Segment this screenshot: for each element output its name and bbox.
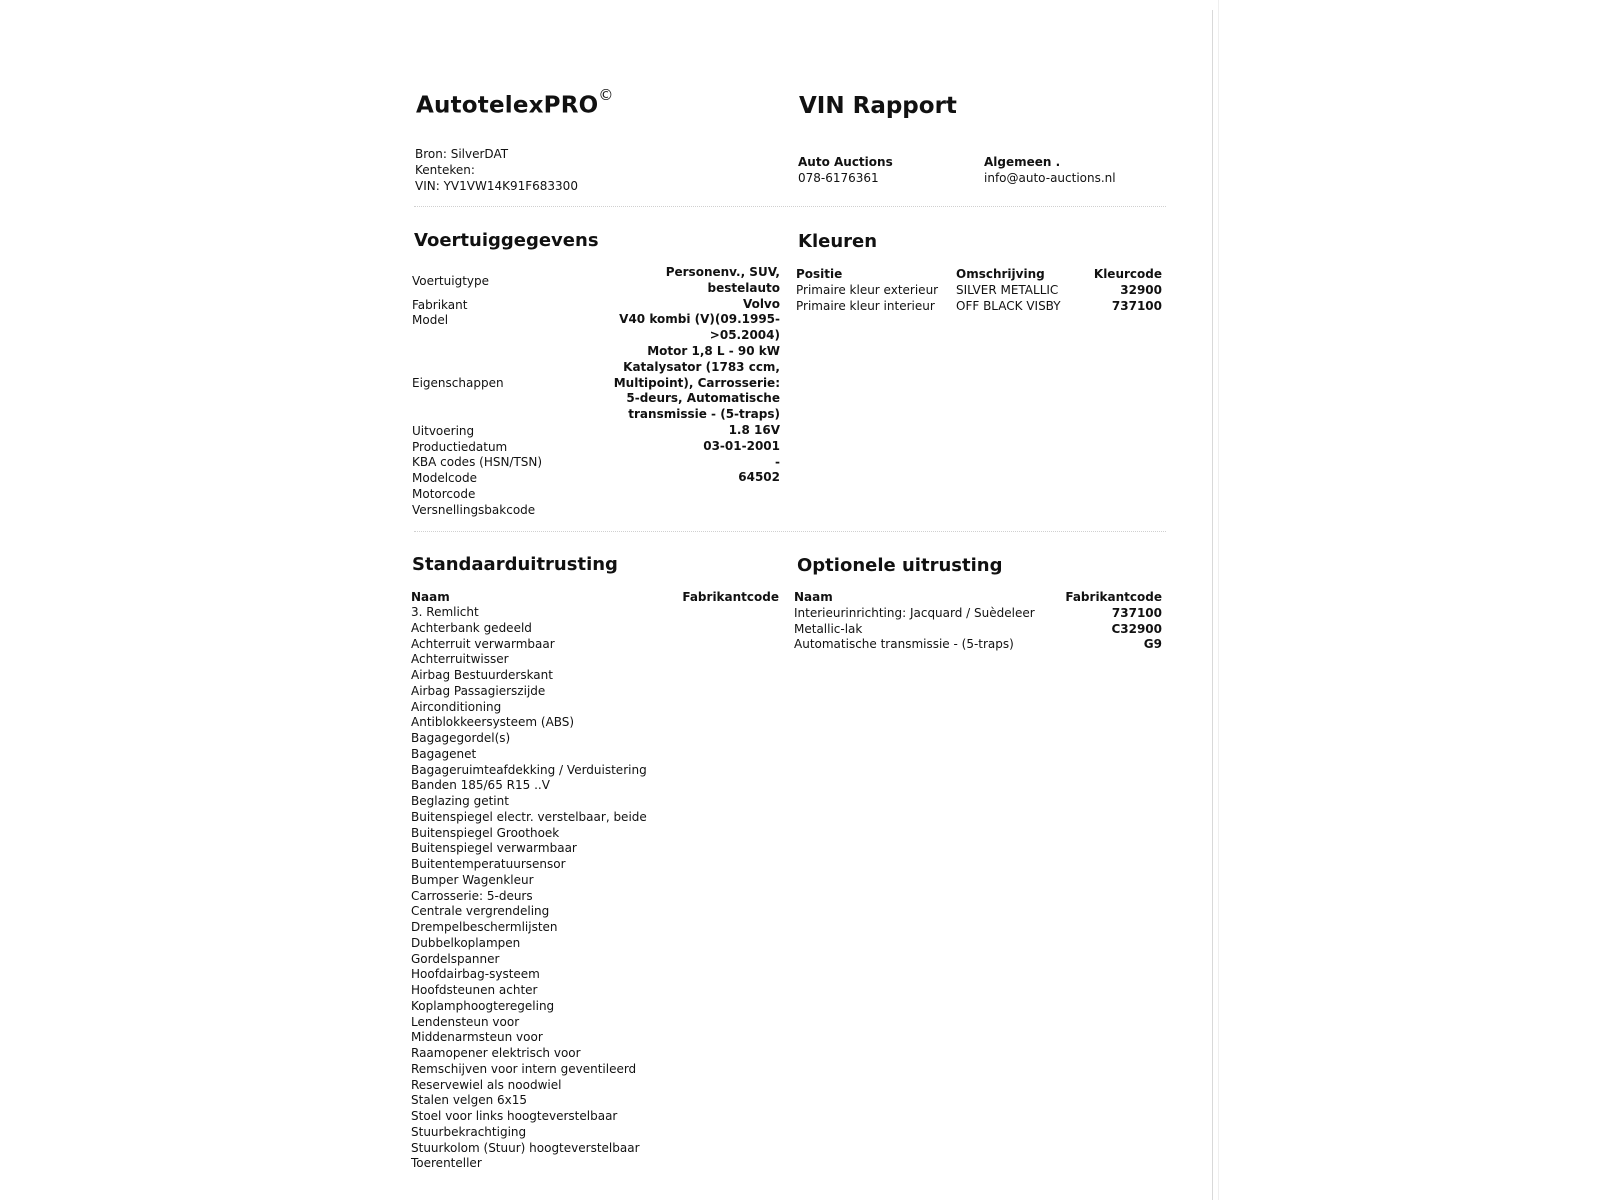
vehicle-row-label: Fabrikant	[412, 297, 468, 312]
vehicle-row	[412, 455, 780, 471]
optional-item-code: G9	[1143, 637, 1162, 652]
vehicle-row-value: 1.8 16V	[728, 422, 780, 437]
standard-item: Lendensteun voor	[411, 1014, 520, 1029]
color-position: Primaire kleur exterieur	[796, 283, 939, 297]
optional-item-code: 737100	[1111, 605, 1162, 620]
optional-item-name: Automatische transmissie - (5-traps)	[794, 637, 1014, 652]
standard-item: Beglazing getint	[411, 794, 509, 808]
vehicle-row-value: 03-01-2001	[703, 438, 780, 453]
color-description: SILVER METALLIC	[956, 283, 1059, 297]
standard-item: Drempelbeschermlijsten	[411, 920, 558, 934]
vehicle-row	[412, 265, 780, 297]
colors-section-title: Kleuren	[798, 231, 878, 252]
standard-item: Stuurbekrachtiging	[411, 1124, 527, 1139]
vehicle-table	[412, 265, 780, 518]
standard-item: Bagagenet	[411, 746, 477, 761]
color-code: 737100	[1111, 299, 1162, 313]
brand-name: AutotelexPRO	[416, 92, 599, 119]
colors-header-position: Positie	[796, 267, 843, 281]
optional-header-name: Naam	[794, 590, 833, 604]
standard-equipment-table	[411, 589, 779, 1172]
standard-item: Remschijven voor intern geventileerd	[411, 1061, 637, 1076]
general-email: info@auto-auctions.nl	[984, 171, 1116, 185]
standard-item: Banden 185/65 R15 ..V	[411, 778, 550, 793]
standard-item: Buitenspiegel Groothoek	[411, 825, 560, 840]
vehicle-row-label: Modelcode	[412, 471, 477, 486]
colors-header-code: Kleurcode	[1093, 267, 1162, 281]
standard-item: Koplamphoogteregeling	[411, 998, 555, 1013]
standard-item: Gordelspanner	[411, 951, 500, 966]
color-description: OFF BLACK VISBY	[956, 299, 1061, 313]
vehicle-row	[412, 502, 780, 518]
standard-item: Bagagegordel(s)	[411, 731, 511, 745]
standard-item: Buitentemperatuursensor	[411, 857, 566, 871]
standard-item: Reservewiel als noodwiel	[411, 1077, 562, 1092]
vehicle-row	[412, 423, 780, 439]
vehicle-row-value: Personenv., SUV, bestelauto	[665, 265, 780, 295]
vehicle-row	[412, 297, 780, 313]
vehicle-row-label: Voertuigtype	[412, 273, 490, 288]
page-edge-line	[1212, 10, 1213, 1200]
standard-item: Bagageruimteafdekking / Verduistering	[411, 762, 647, 777]
optional-equipment-table	[794, 590, 1162, 653]
header-divider	[414, 206, 1166, 207]
standard-item: Raamopener elektrisch voor	[411, 1046, 581, 1060]
dealer-phone: 078-6176361	[798, 171, 879, 185]
standard-item: Bumper Wagenkleur	[411, 872, 534, 887]
standard-item: Stoel voor links hoogteverstelbaar	[411, 1109, 618, 1123]
copyright-mark: ©	[598, 86, 614, 104]
vehicle-row	[412, 344, 780, 423]
colors-table	[796, 266, 1162, 314]
colors-header-description: Omschrijving	[956, 267, 1045, 281]
color-position: Primaire kleur interieur	[796, 299, 935, 313]
vehicle-row-label: Motorcode	[412, 487, 476, 502]
colors-header-row	[796, 266, 1162, 282]
standard-header-name: Naam	[411, 590, 450, 604]
general-block	[984, 154, 1116, 186]
optional-item-name: Metallic-lak	[794, 621, 863, 636]
standard-item: Achterbank gedeeld	[411, 620, 532, 635]
standard-item: Toerenteller	[411, 1156, 482, 1171]
report-title: VIN Rapport	[799, 93, 957, 119]
vehicle-row-label: Model	[412, 313, 449, 328]
vehicle-row-label: Productiedatum	[412, 439, 508, 454]
brand-title	[416, 86, 614, 119]
vehicle-row	[412, 470, 780, 486]
vin-line: VIN: YV1VW14K91F683300	[415, 179, 578, 193]
report-meta	[415, 146, 578, 194]
dealer-block	[798, 154, 893, 186]
optional-section-title: Optionele uitrusting	[797, 555, 1003, 576]
colors-row	[796, 282, 1162, 298]
section-divider	[414, 531, 1166, 532]
standard-item: Antiblokkeersysteem (ABS)	[411, 715, 575, 730]
optional-row	[794, 606, 1162, 622]
vehicle-row-value: Volvo	[742, 296, 780, 311]
vehicle-row-value: 64502	[738, 470, 780, 485]
vehicle-row-value: V40 kombi (V)(09.1995->05.2004)	[619, 312, 780, 343]
optional-header-row	[794, 590, 1162, 606]
optional-item-name: Interieurinrichting: Jacquard / Suèdeleer	[794, 605, 1035, 620]
standard-item: Hoofdairbag-systeem	[411, 967, 540, 982]
color-code: 32900	[1120, 283, 1162, 297]
standard-item: Centrale vergrendeling	[411, 904, 550, 919]
standard-item: Buitenspiegel electr. verstelbaar, beide	[411, 809, 647, 824]
vehicle-row-label: KBA codes (HSN/TSN)	[412, 455, 543, 470]
vehicle-row-value: -	[775, 454, 780, 469]
standard-item: 3. Remlicht	[411, 605, 479, 619]
plate-line: Kenteken:	[415, 163, 475, 177]
vehicle-section-title: Voertuiggegevens	[414, 230, 599, 251]
optional-row	[794, 637, 1162, 653]
standard-item: Carrosserie: 5-deurs	[411, 888, 533, 903]
standard-section-title: Standaarduitrusting	[412, 554, 618, 575]
vehicle-row	[412, 439, 780, 455]
standard-header-code: Fabrikantcode	[682, 590, 779, 604]
vehicle-row-label: Eigenschappen	[412, 376, 504, 391]
colors-row	[796, 298, 1162, 314]
standard-header-row	[411, 589, 779, 605]
dealer-name: Auto Auctions	[798, 155, 893, 169]
vehicle-row-label: Versnellingsbakcode	[412, 502, 536, 517]
optional-row	[794, 622, 1162, 638]
vehicle-row	[412, 312, 780, 344]
vehicle-row-label: Uitvoering	[412, 423, 475, 438]
optional-item-code: C32900	[1111, 621, 1162, 636]
standard-item: Achterruit verwarmbaar	[411, 636, 555, 651]
vehicle-row-value: Motor 1,8 L - 90 kW Katalysator (1783 ccm, Multipoint), Carrosserie: 5-deurs, Automatische transmissie - (5-traps)	[613, 343, 780, 422]
standard-item: Dubbelkoplampen	[411, 935, 521, 950]
general-name: Algemeen .	[984, 155, 1061, 169]
vehicle-row	[412, 486, 780, 502]
standard-item: Airbag Passagierszijde	[411, 683, 546, 698]
page-edge-shadow	[1218, 0, 1219, 1200]
standard-item: Airbag Bestuurderskant	[411, 668, 553, 682]
standard-item: Stuurkolom (Stuur) hoogteverstelbaar	[411, 1140, 640, 1155]
optional-header-code: Fabrikantcode	[1065, 590, 1162, 604]
standard-item: Airconditioning	[411, 699, 502, 714]
standard-item: Stalen velgen 6x15	[411, 1093, 528, 1108]
standard-item: Achterruitwisser	[411, 652, 509, 667]
standard-item: Middenarmsteun voor	[411, 1030, 543, 1045]
source-line: Bron: SilverDAT	[415, 147, 509, 161]
standard-item: Buitenspiegel verwarmbaar	[411, 841, 577, 856]
standard-item: Hoofdsteunen achter	[411, 983, 538, 997]
